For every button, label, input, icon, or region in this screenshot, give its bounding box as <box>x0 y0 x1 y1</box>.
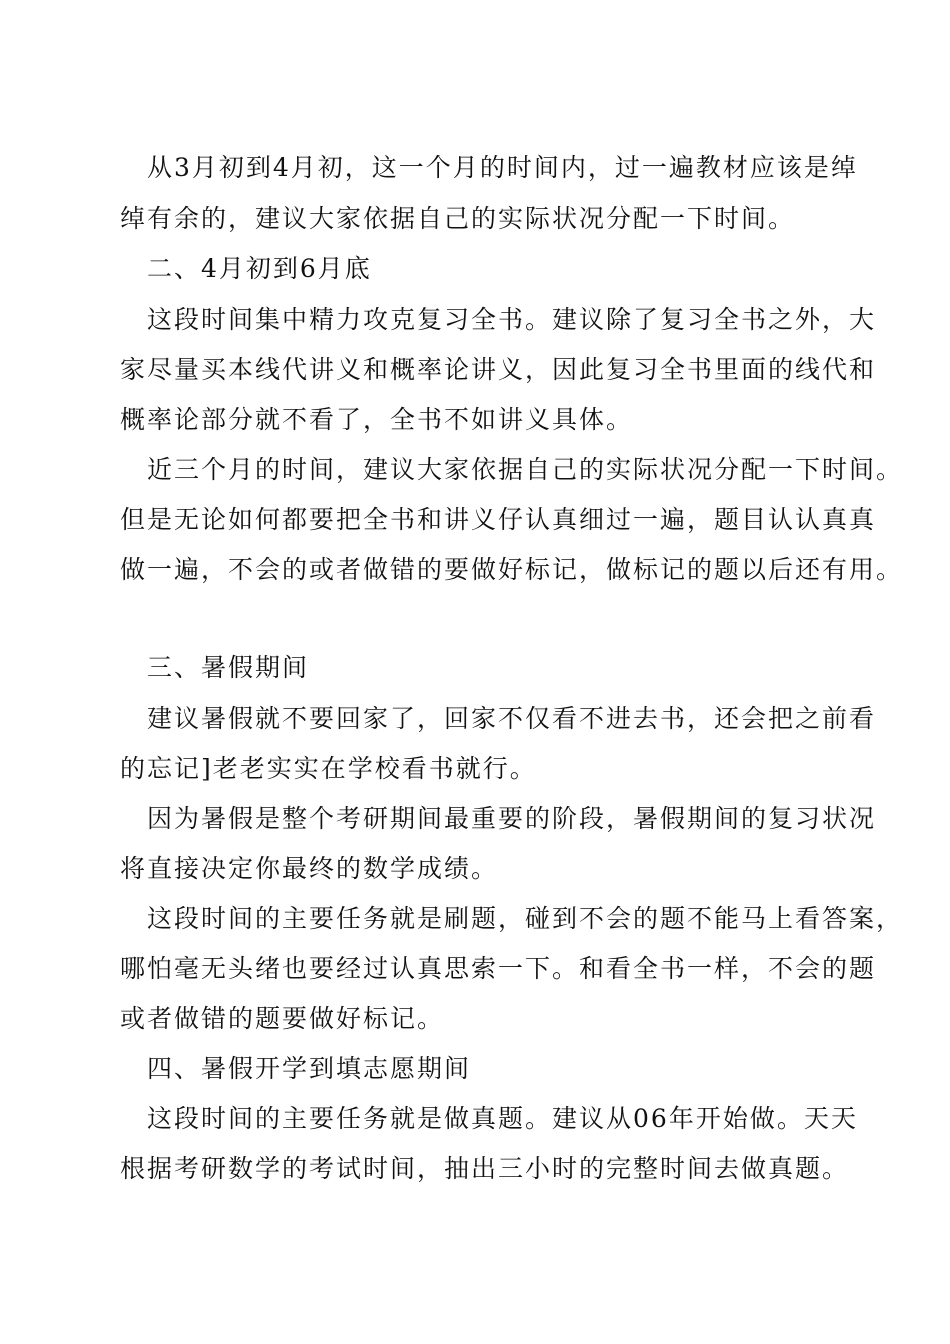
paragraph-line: 这段时间集中精力攻克复习全书。建议除了复习全书之外，大 <box>147 305 877 334</box>
section-heading: 四、暑假开学到填志愿期间 <box>147 1054 472 1083</box>
paragraph-line: 概率论部分就不看了，全书不如讲义具体。 <box>120 405 634 434</box>
paragraph-line: 绰有余的，建议大家依据自己的实际状况分配一下时间。 <box>120 204 796 233</box>
paragraph-line: 这段时间的主要任务就是刷题，碰到不会的题不能马上看答案， <box>147 904 904 933</box>
paragraph-line: 的忘记]老老实实在学校看书就行。 <box>120 754 537 783</box>
paragraph-line: 做一遍，不会的或者做错的要做好标记，做标记的题以后还有用。 <box>120 555 904 584</box>
paragraph-line: 这段时间的主要任务就是做真题。建议从06年开始做。天天 <box>147 1104 858 1133</box>
paragraph-line: 近三个月的时间，建议大家依据自己的实际状况分配一下时间。 <box>147 455 904 484</box>
paragraph-line: 从3月初到4月初，这一个月的时间内，过一遍教材应该是绰 <box>147 153 858 182</box>
paragraph-line: 建议暑假就不要回家了，回家不仅看不进去书，还会把之前看 <box>147 704 877 733</box>
paragraph-line: 哪怕毫无头绪也要经过认真思索一下。和看全书一样，不会的题 <box>120 954 877 983</box>
paragraph-line: 家尽量买本线代讲义和概率论讲义，因此复习全书里面的线代和 <box>120 355 877 384</box>
section-heading: 二、4月初到6月底 <box>147 254 372 283</box>
paragraph-line: 但是无论如何都要把全书和讲义仔认真细过一遍，题目认认真真 <box>120 505 877 534</box>
paragraph-line: 因为暑假是整个考研期间最重要的阶段，暑假期间的复习状况 <box>147 804 877 833</box>
section-heading: 三、暑假期间 <box>147 653 310 682</box>
paragraph-line: 根据考研数学的考试时间，抽出三小时的完整时间去做真题。 <box>120 1154 850 1183</box>
paragraph-line: 将直接决定你最终的数学成绩。 <box>120 854 499 883</box>
paragraph-line: 或者做错的题要做好标记。 <box>120 1004 445 1033</box>
